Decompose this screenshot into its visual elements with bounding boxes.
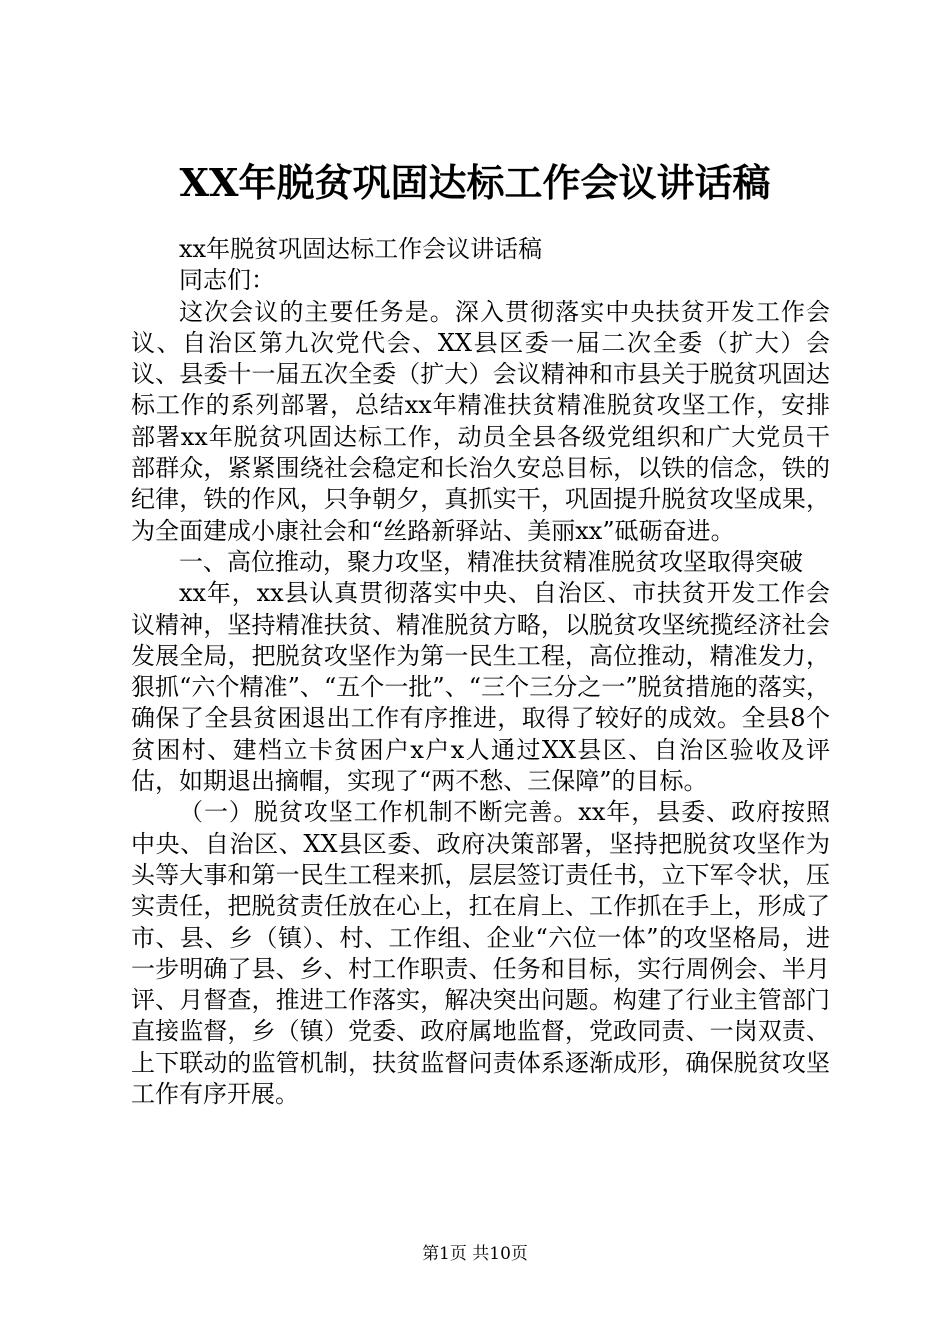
subtitle-paragraph: xx年脱贫巩固达标工作会议讲话稿: [179, 235, 543, 263]
document-title: XX年脱贫巩固达标工作会议讲话稿: [179, 160, 771, 205]
salutation-paragraph: 同志们：: [179, 266, 275, 295]
document-body: [131, 234, 830, 1110]
body-paragraph: 这次会议的主要任务是。深入贯彻落实中央扶贫开发工作会议、自治区第九次党代会、XX县区委一届二次全委（扩大）会议、县委十一届五次全委（扩大）会议精神和市县关于脱贫巩固达标工作的系列部署，总结xx年精准扶贫精准脱贫攻坚工作，安排部署xx年脱贫巩固达标工作，动员全县各级党组织和广大党员干部群众，紧紧围绕社会稳定和长治久安总目标，以铁的信念，铁的纪律，铁的作风，只争朝夕，真抓实干，巩固提升脱贫攻坚成果，为全面建成小康社会和“丝路新驿站、美丽xx”砥砺奋进。: [131, 297, 830, 545]
body-paragraph: （一）脱贫攻坚工作机制不断完善。xx年，县委、政府按照中央、自治区、XX县区委、政府决策部署，坚持把脱贫攻坚作为头等大事和第一民生工程来抓，层层签订责任书，立下军令状，压实责任，把脱贫责任放在心上，扛在肩上、工作抓在手上，形成了市、县、乡（镇）、村、工作组、企业“六位一体”的攻坚格局，进一步明确了县、乡、村工作职责、任务和目标，实行周例会、半月评、月督查，推进工作落实，解决突出问题。构建了行业主管部门直接监督，乡（镇）党委、政府属地监督，党政同责、一岗双责、上下联动的监管机制，扶贫监督问责体系逐渐成形，确保脱贫攻坚工作有序开展。: [131, 798, 830, 1109]
section-heading: 一、高位推动，聚力攻坚，精准扶贫精准脱贫攻坚取得突破: [179, 547, 803, 576]
body-paragraph: xx年，xx县认真贯彻落实中央、自治区、市扶贫开发工作会议精神，坚持精准扶贫、精准脱贫方略，以脱贫攻坚统揽经济社会发展全局，把脱贫攻坚作为第一民生工程，高位推动，精准发力，狠抓“六个精准”、“五个一批”、“三个三分之一”脱贫措施的落实，确保了全县贫困退出工作有序推进，取得了较好的成效。全县8个贫困村、建档立卡贫困户x户x人通过XX县区、自治区验收及评估，如期退出摘帽，实现了“两不愁、三保障”的目标。: [131, 579, 830, 796]
page-number-footer: 第1页 共10页: [422, 1244, 528, 1264]
